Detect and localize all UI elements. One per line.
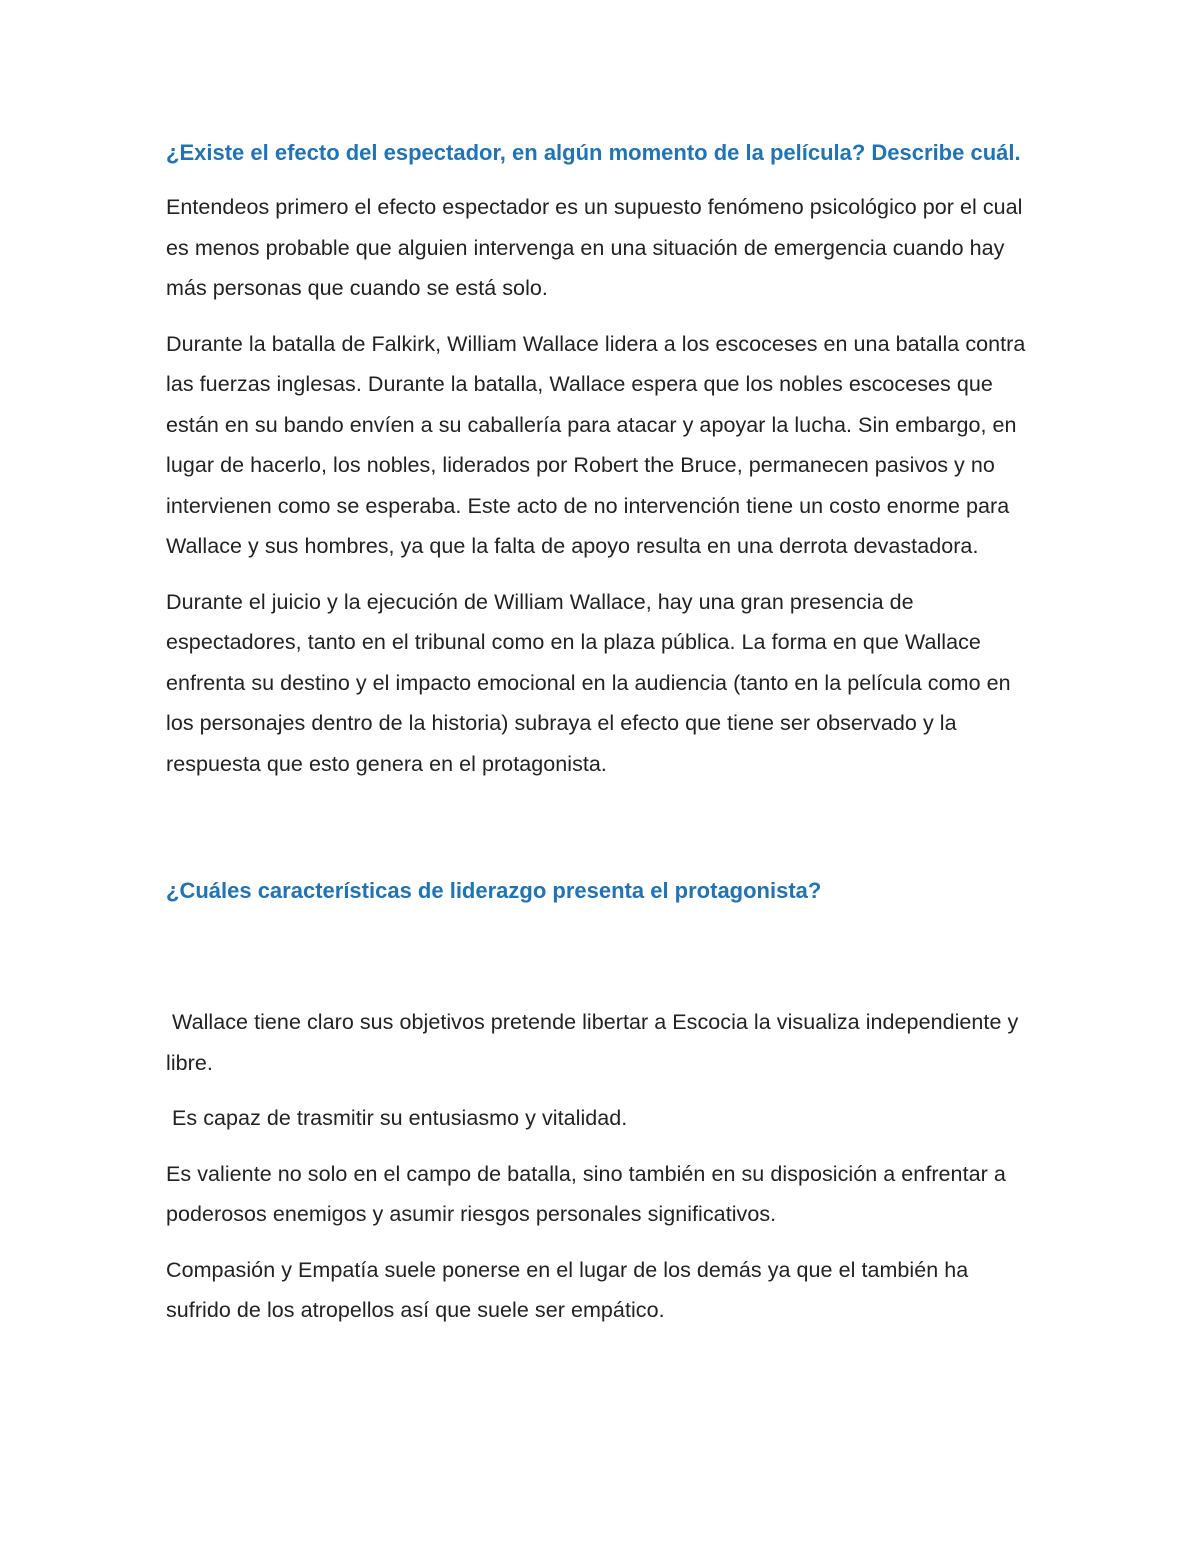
paragraph-battle-of-falkirk: Durante la batalla de Falkirk, William Wallace lidera a los escoceses en una batalla contra las fuerzas inglesas. Durante la batalla, Wallace espera que los nobles escoceses que están en su bando envíen a su caballería para atacar y apoyar la lucha. Sin embargo, en lugar de hacerlo, los nobles, liderados por Robert the Bruce, permanecen pasivos y no intervienen como se esperaba. Este acto de no intervención tiene un costo enorme para Wallace y sus hombres, ya que la falta de apoyo resulta en una derrota devastadora. <box>166 331 1026 558</box>
paragraph-bystander-definition: Entendeos primero el efecto espectador es un supuesto fenómeno psicológico por el cual es menos probable que alguien intervenga en una situación de emergencia cuando hay más personas que cuando se está solo. <box>166 195 1023 300</box>
paragraph-courage: Es valiente no solo en el campo de batalla, sino también en su disposición a enfrentar a poderosos enemigos y asumir riesgos personales significativos. <box>166 1161 1006 1226</box>
paragraph-trial-and-execution: Durante el juicio y la ejecución de William Wallace, hay una gran presencia de espectadores, tanto en el tribunal como en la plaza pública. La forma en que Wallace enfrenta su destino y el impacto emocional en la audiencia (tanto en la película como en los personajes dentro de la historia) subraya el efecto que tiene ser observado y la respuesta que esto genera en el protagonista. <box>166 589 1011 776</box>
document-content <box>166 132 1036 1331</box>
paragraph-compassion: Compasión y Empatía suele ponerse en el lugar de los demás ya que el también ha sufrido de los atropellos así que suele ser empático. <box>166 1257 969 1322</box>
paragraph-enthusiasm: Es capaz de trasmitir su entusiasmo y vitalidad. <box>166 1106 628 1130</box>
section-heading-bystander-effect: ¿Existe el efecto del espectador, en algún momento de la película? Describe cuál. <box>166 140 1021 165</box>
section-heading-leadership: ¿Cuáles características de liderazgo presenta el protagonista? <box>166 878 822 903</box>
paragraph-clear-objectives: Wallace tiene claro sus objetivos pretende libertar a Escocia la visualiza independiente y libre. <box>166 1010 1025 1075</box>
